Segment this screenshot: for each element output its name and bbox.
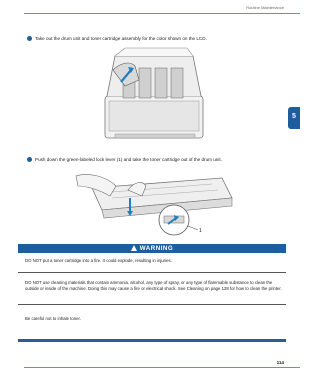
step-1-text: Take out the drum unit and toner cartridge assembly for the color shown on the LCD.: [35, 36, 207, 41]
chapter-number: 5: [292, 113, 296, 120]
warning-paragraph-1: DO NOT put a toner cartridge into a fire. It could explode, resulting in injuries.: [25, 258, 172, 263]
figure-toner-lock-lever: [72, 168, 240, 240]
warning-divider: [18, 304, 286, 305]
figure-drum-removal: [95, 46, 213, 146]
chapter-tab: [288, 107, 300, 129]
callout-label: 1: [199, 228, 202, 234]
warning-banner: [18, 244, 286, 253]
section-title: Routine Maintenance: [246, 5, 284, 10]
warning-divider: [18, 272, 286, 273]
page-number: 114: [276, 360, 284, 365]
step-2-text: Push down the green-labeled lock lever (1) and take the toner cartridge out of the drum unit.: [35, 157, 222, 162]
step-1: [27, 36, 207, 42]
warning-triangle-icon: [131, 245, 137, 251]
warning-paragraph-3: Be careful not to inhale toner.: [25, 316, 81, 321]
warning-paragraph-2: DO NOT use cleaning materials that contain ammonia, alcohol, any type of spray, or any type of flammable substance to clean the outside or inside of the machine. Doing this may cause a fire or electrical shock. See Cleaning on page 128 for how to clean the printer.: [25, 280, 282, 291]
warning-title: [18, 245, 286, 252]
warning-end-bar: [18, 339, 286, 342]
header-rule: [24, 13, 300, 14]
step-bullet-icon: [27, 157, 32, 162]
step-2: [27, 157, 222, 163]
footer-rule: [24, 367, 300, 368]
warning-label: WARNING: [139, 245, 174, 252]
step-bullet-icon: [27, 36, 32, 41]
